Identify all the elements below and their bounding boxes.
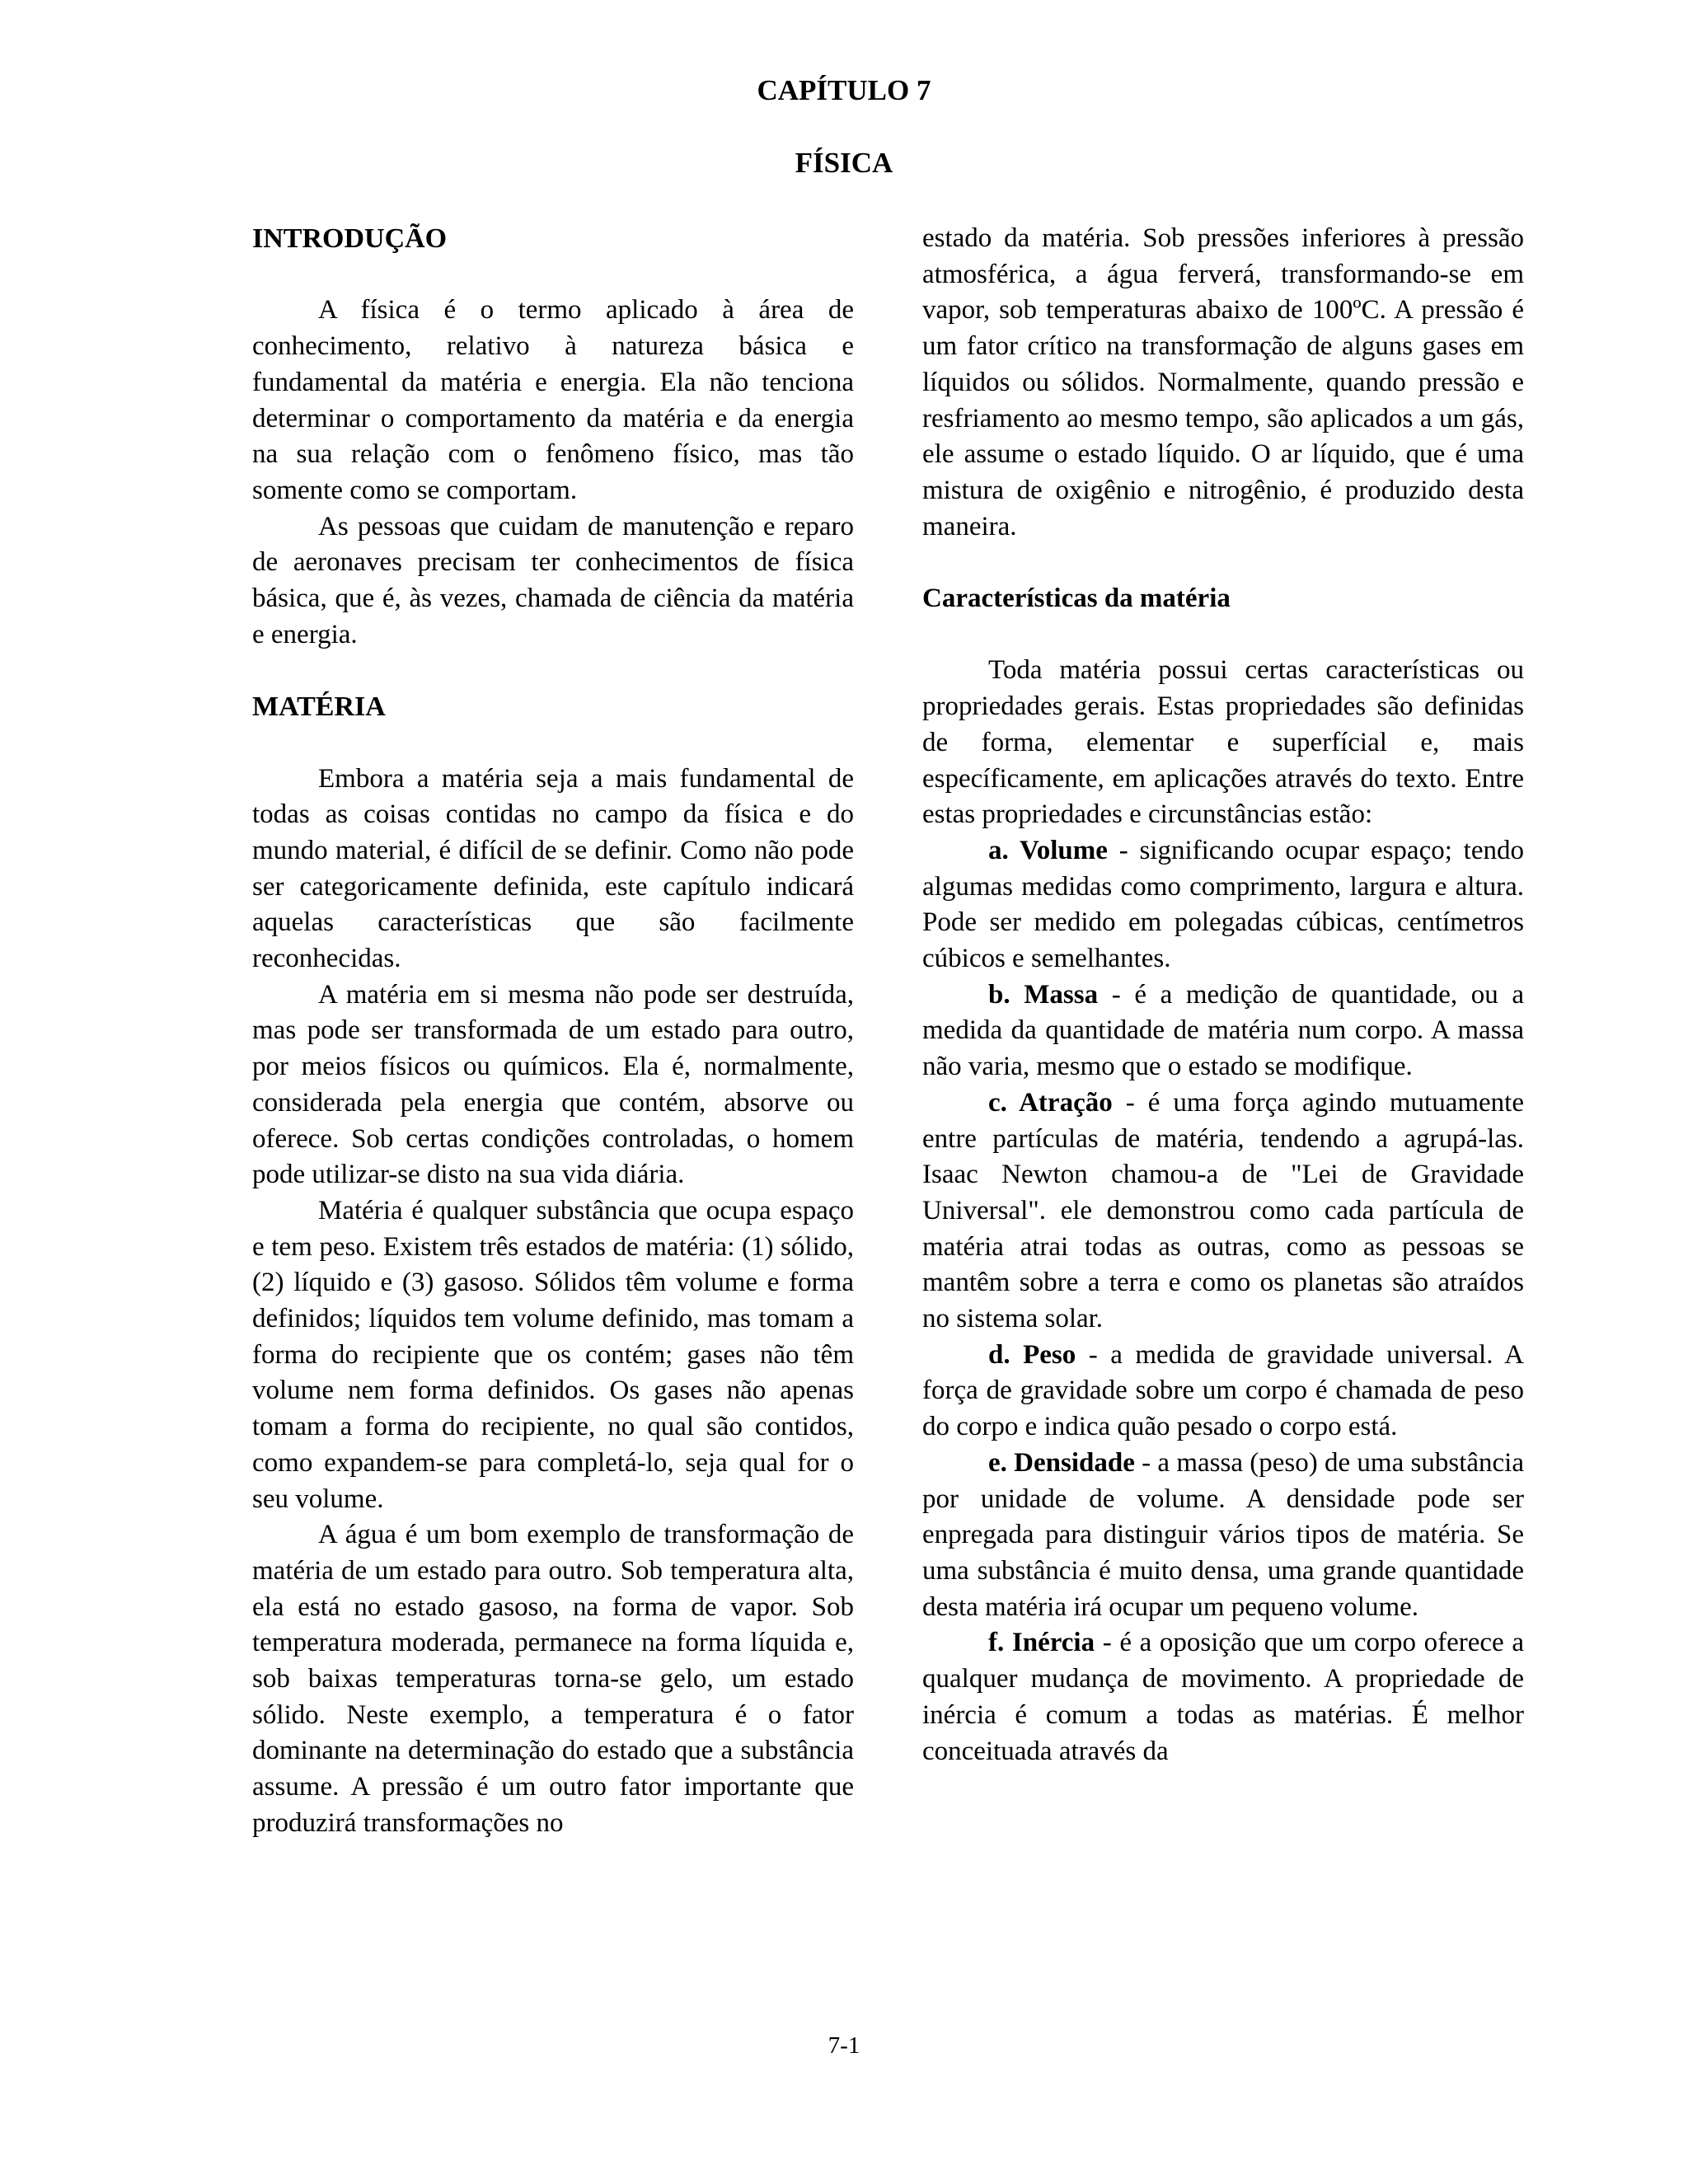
property-term: e. Densidade [988,1447,1135,1478]
page-title: FÍSICA [795,147,893,179]
left-column [252,221,854,1842]
property-term: d. Peso [988,1339,1076,1370]
property-item-inercia [922,1625,1524,1769]
chapter-heading: CAPÍTULO 7 [757,74,931,106]
caracteristicas-heading: Características da matéria [922,583,1231,614]
property-item-atracao [922,1085,1524,1338]
continuation-paragraph: estado da matéria. Sob pressões inferiores à pressão atmosférica, a água ferverá, transformando-se em vapor, sob temperaturas abaixo de 100ºC. A pressão é um fator crítico na transformação de alguns gases em líquidos ou sólidos. Normalmente, quando pressão e resfriamento ao mesmo tempo, são aplicados a um gás, ele assume o estado líquido. O ar líquido, que é uma mistura de oxigênio e nitrogênio, é produzido desta maneira. [922,223,1524,541]
property-text: - é a medição de quantidade, ou a medida da quantidade de matéria num corpo. A massa não varia, mesmo que o estado se modifique. [922,979,1525,1082]
property-term: b. Massa [988,979,1099,1010]
property-text: - a massa (peso) de uma substância por unidade de volume. A densidade pode ser enpregada para distinguir vários tipos de matéria. Se uma substância é muito densa, uma grande quantidade desta matéria irá ocupar um pequeno volume. [922,1447,1524,1622]
property-text: - a medida de gravidade universal. A força de gravidade sobre um corpo é chamada de peso do corpo e indica quão pesado o corpo está. [922,1339,1524,1442]
property-term: c. Atração [988,1087,1113,1118]
materia-paragraph-4: A água é um bom exemplo de transformação de matéria de um estado para outro. Sob temperatura alta, ela está no estado gasoso, na forma de vapor. Sob temperatura moderada, permanece na forma líquida e, sob baixas temperaturas torna-se gelo, um estado sólido. Neste exemplo, a temperatura é o fator dominante na determinação do estado que a substância assume. A pressão é um outro fator importante que produzirá transformações no [252,1520,854,1838]
intro-heading: INTRODUÇÃO [252,223,448,254]
property-term: a. Volume [988,835,1108,865]
materia-paragraph-3: Matéria é qualquer substância que ocupa espaço e tem peso. Existem três estados de matéria: (1) sólido, (2) líquido e (3) gasoso. Sólidos têm volume e forma definidos; líquidos tem volume definido, mas tomam a forma do recipiente que os contém; gases não têm volume nem forma definidos. Os gases não apenas tomam a forma do recipiente, no qual são contidos, como expandem-se para completá-lo, seja qual for o seu volume. [252,1195,854,1514]
materia-heading: MATÉRIA [252,691,386,723]
right-column [922,221,1524,1769]
intro-paragraph-1: A física é o termo aplicado à área de conhecimento, relativo à natureza básica e fundamental da matéria e energia. Ela não tenciona determinar o comportamento da matéria e da energia na sua relação com o fenômeno físico, mas tão somente como se comportam. [252,295,854,505]
property-text: - significando ocupar espaço; tendo algumas medidas como comprimento, largura e altura. Pode ser medido em polegadas cúbicas, centímetros cúbicos e semelhantes. [922,835,1524,974]
intro-paragraph-2: As pessoas que cuidam de manutenção e reparo de aeronaves precisam ter conhecimentos de física básica, que é, às vezes, chamada de ciência da matéria e energia. [252,511,854,649]
property-item-massa [922,977,1524,1085]
caracteristicas-paragraph: Toda matéria possui certas características ou propriedades gerais. Estas propriedades são definidas de forma, elementar e superfícial e, mais específicamente, em aplicações através do texto. Entre estas propriedades e circunstâncias estão: [922,655,1524,830]
property-item-peso [922,1338,1524,1446]
page-number: 7-1 [828,2032,860,2059]
property-term: f. Inércia [988,1628,1095,1658]
materia-paragraph-2: A matéria em si mesma não pode ser destruída, mas pode ser transformada de um estado para outro, por meios físicos ou químicos. Ela é, normalmente, considerada pela energia que contém, absorve ou oferece. Sob certas condições controladas, o homem pode utilizar-se disto na sua vida diária. [252,979,854,1190]
materia-paragraph-1: Embora a matéria seja a mais fundamental de todas as coisas contidas no campo da física e do mundo material, é difícil de se definir. Como não pode ser categoricamente definida, este capítulo indicará aquelas características que são facilmente reconhecidas. [252,763,854,974]
property-text: - é uma força agindo mutuamente entre partículas de matéria, tendendo a agrupá-las. Isaac Newton chamou-a de "Lei de Gravidade Universal". ele demonstrou como cada partícula de matéria atrai todas as outras, como as pessoas se mantêm sobre a terra e como os planetas são atraídos no sistema solar. [922,1087,1524,1334]
property-text: - é a oposição que um corpo oferece a qualquer mudança de movimento. A propriedade de inércia é comum a todas as matérias. É melhor conceituada através da [922,1628,1524,1766]
property-item-volume [922,833,1524,977]
property-item-densidade [922,1446,1524,1626]
